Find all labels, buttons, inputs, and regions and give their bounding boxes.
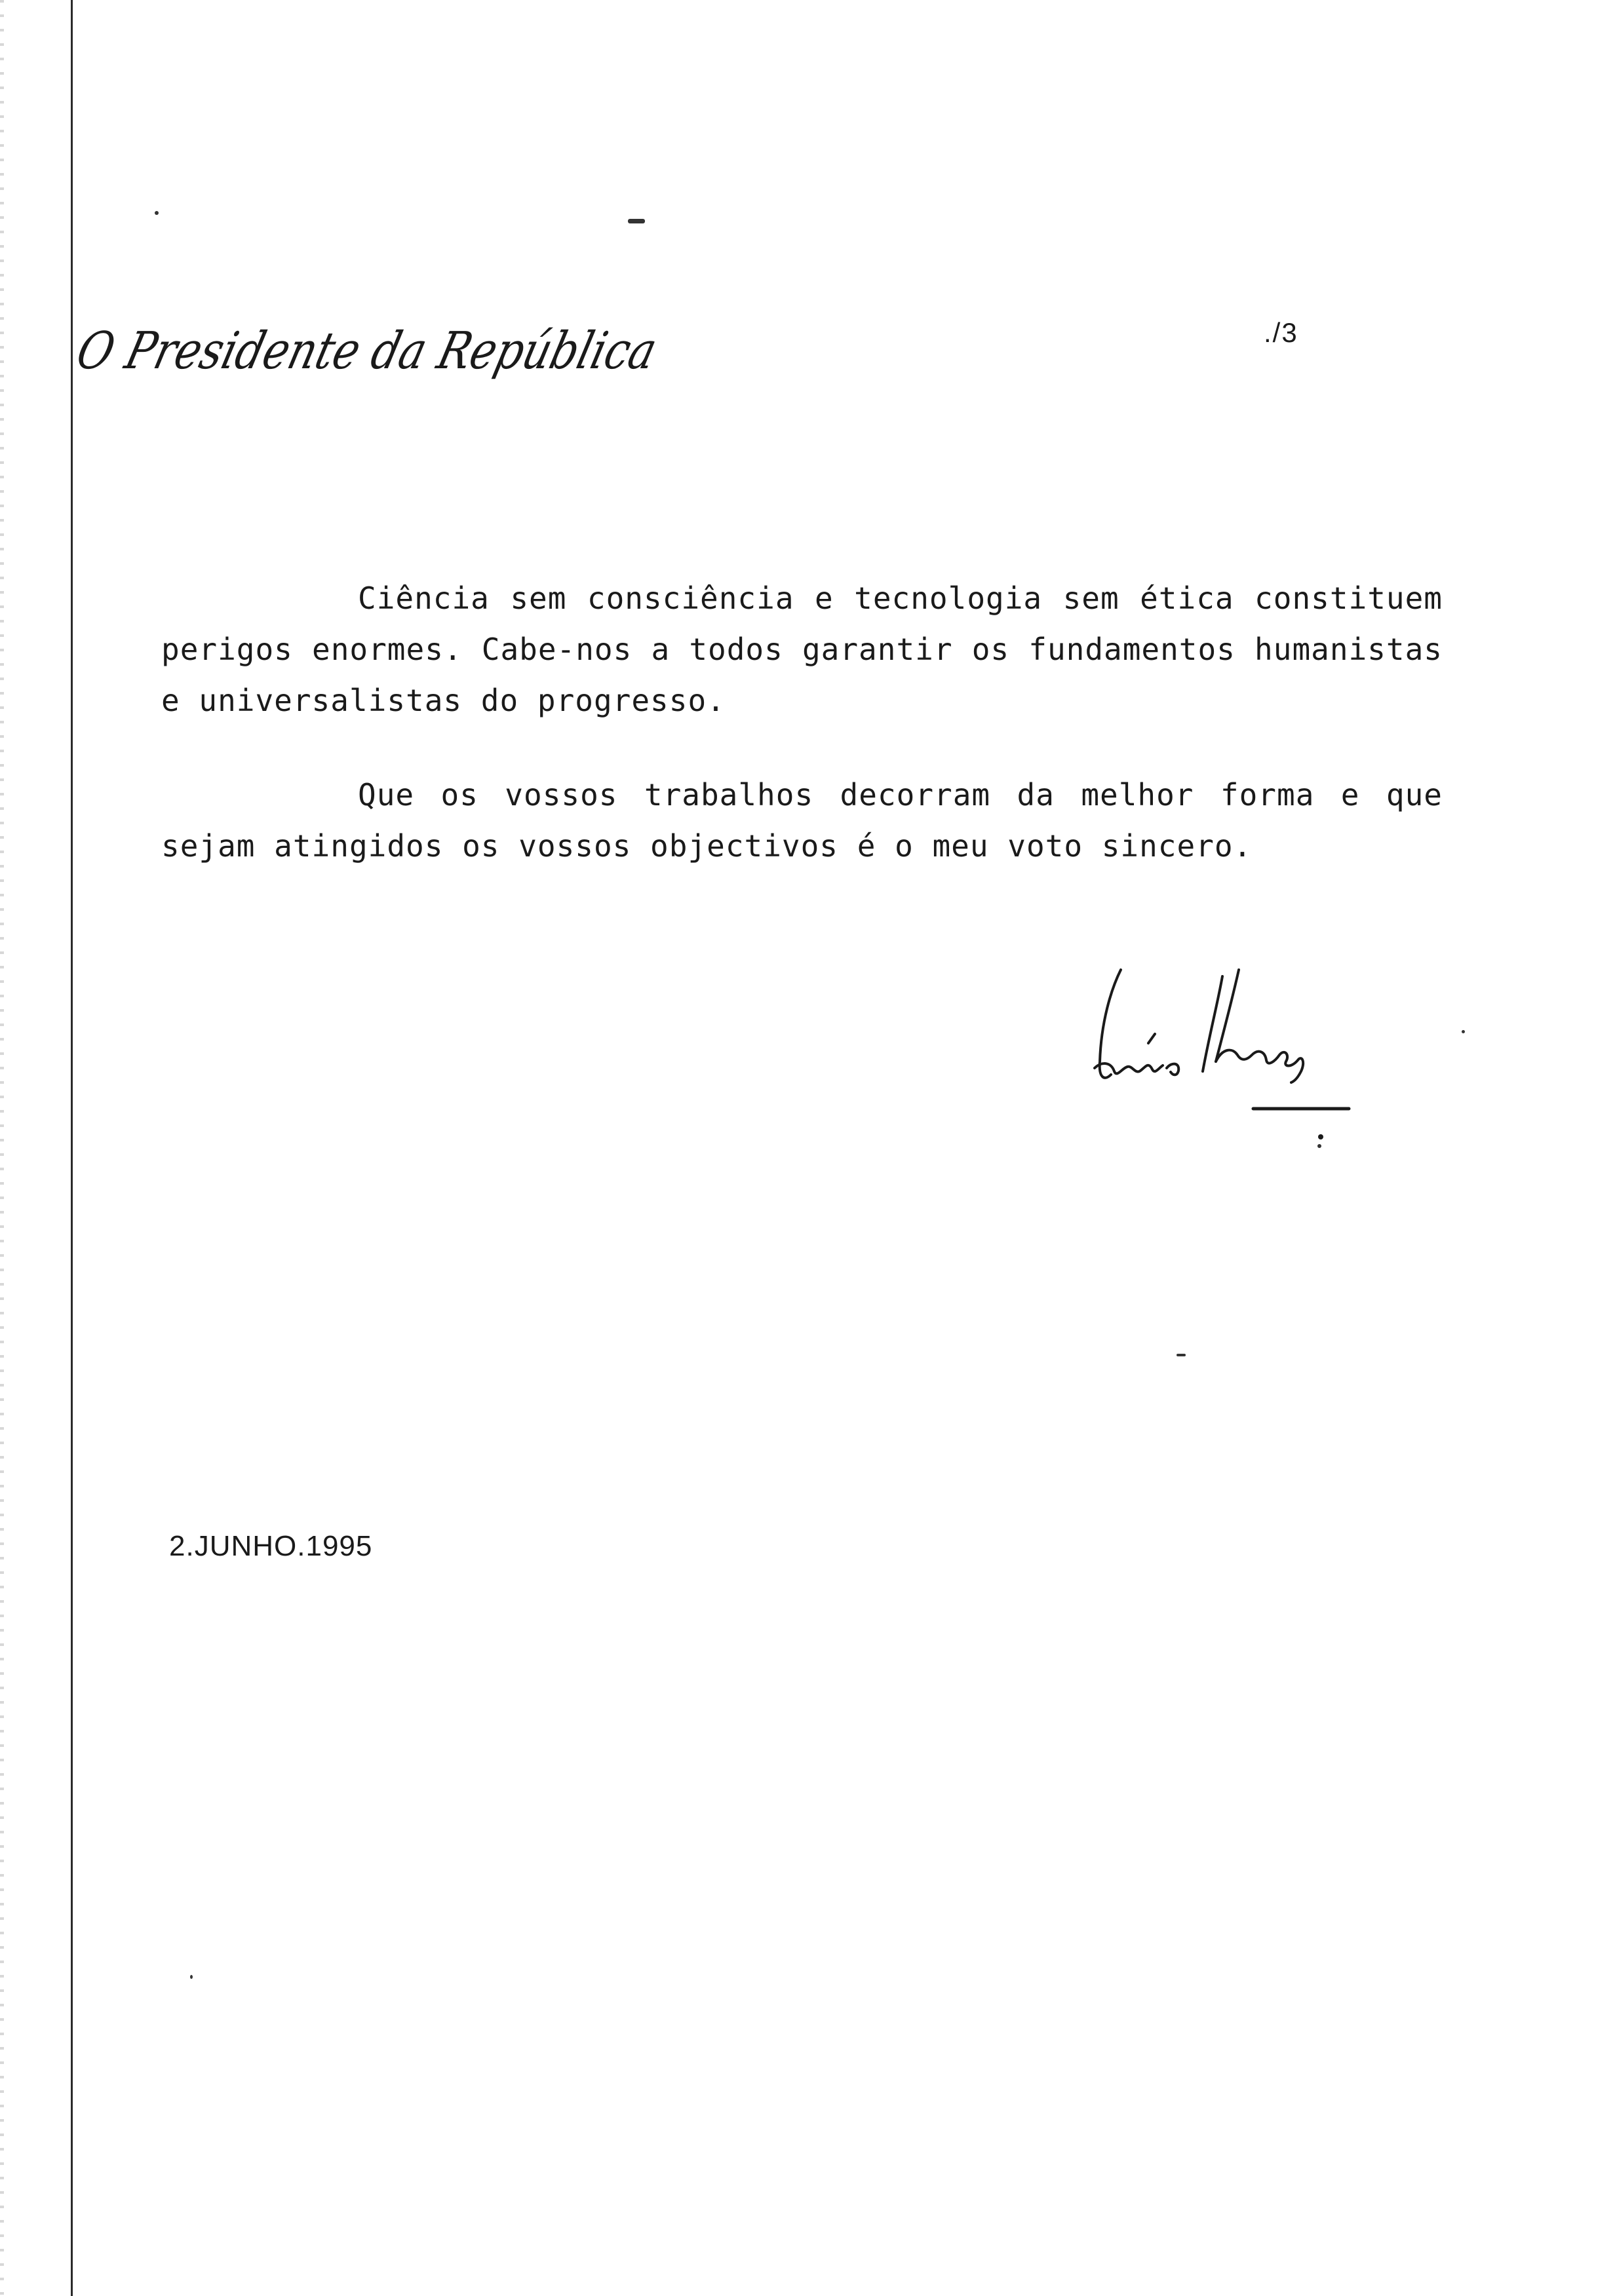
- margin-rule: [71, 0, 73, 2296]
- page-number: ./3: [1264, 317, 1298, 348]
- scan-speck: [155, 211, 159, 215]
- letterhead-script: [71, 308, 777, 393]
- handwritten-signature: [1075, 963, 1376, 1160]
- document-date: 2.JUNHO.1995: [169, 1530, 373, 1562]
- scan-edge: [0, 0, 4, 2296]
- letterhead-text: O Presidente da República: [71, 320, 777, 381]
- scan-speck: [628, 219, 645, 223]
- scan-speck: [1177, 1354, 1186, 1356]
- scan-speck: [190, 1975, 193, 1979]
- paragraph-1: Ciência sem consciência e tecnologia sem ética constituem perigos enormes. Cabe-nos a todos garantir os fundamentos humanistas e universalistas do progresso.: [161, 581, 1443, 718]
- paragraph-2: Que os vossos trabalhos decorram da melhor forma e que sejam atingidos os vossos objectivos é o meu voto sincero.: [161, 777, 1443, 864]
- scan-speck: [1462, 1030, 1465, 1033]
